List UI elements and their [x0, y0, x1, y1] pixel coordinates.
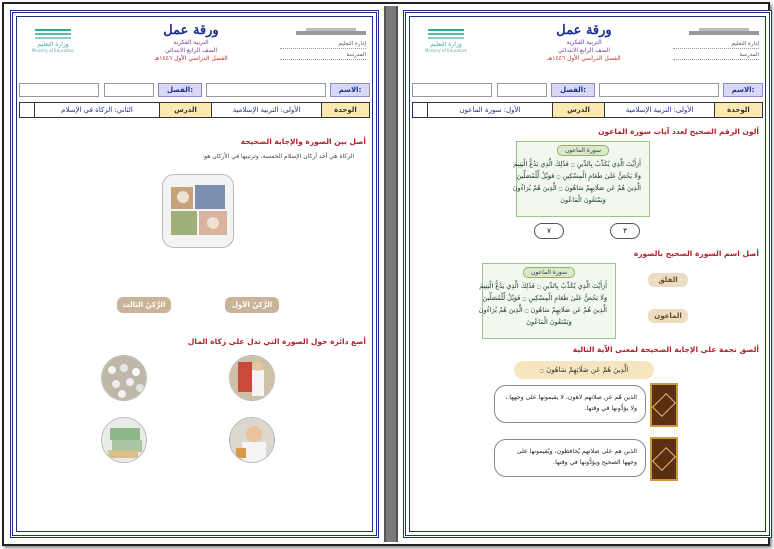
- worksheet-page-left: [10, 10, 379, 538]
- kingdom-logo-icon: [689, 27, 759, 39]
- verse-line-3: الَّذِينَ هُمْ عَن صَلَاتِهِمْ سَاهُونَ ۝ الَّذِينَ هُمْ يُرَاءُونَ: [512, 184, 641, 192]
- surah-title: سورة الماعون: [557, 145, 609, 156]
- question-2-title: أضع دائرة حول الصورة التي تدل على زكاة المال: [187, 337, 366, 346]
- ayah-banner: الَّذِينَ هُمْ عَن صَلَاتِهِمْ سَاهُونَ ۝: [514, 361, 654, 379]
- lesson-value: الأول: سورة الماعون: [427, 103, 552, 117]
- unit-value: الأولى: التربية الإسلامية: [211, 103, 321, 117]
- grade-line: الصف الرابع الابتدائي: [164, 47, 218, 54]
- class-label: الفصل:: [551, 83, 595, 97]
- option-first-pillar[interactable]: الرُّكنُ الأول: [225, 297, 279, 313]
- answer-option-1[interactable]: الذين هُم عن صلاتهم لاهون، لا يقيمونها على وجهها ، ولا يؤدُّونها في وقتها.: [494, 385, 646, 423]
- photo-boy-eating-image: [230, 418, 275, 463]
- lesson-info-row: [19, 102, 370, 118]
- question-3-title: ألصق نجمة على الإجابة الصحيحة لمعنى الآية التالية: [572, 345, 759, 354]
- verse-line-1: أَرَأَيْتَ الَّذِي يُكَذِّبُ بِالدِّينِ ۝ فَذَٰلِكَ الَّذِي يَدُعُّ الْيَتِيمَ: [513, 160, 641, 168]
- student-row: [19, 83, 370, 97]
- option-third-pillar[interactable]: الرُّكنُ الثالث: [117, 297, 171, 313]
- surah-name-maun[interactable]: الماعون: [648, 309, 688, 323]
- name-label: الاسم:: [723, 83, 763, 97]
- photo-pilgrims-crowd-image: [102, 356, 147, 401]
- student-row: [412, 83, 763, 97]
- moe-name: وزارة التعليم: [430, 41, 462, 48]
- question-1-title: ألون الرقم الصحيح لعدد آيات سورة الماعون: [598, 127, 759, 136]
- admin-line: إدارة التعليم: [280, 40, 366, 49]
- verse-line-2: وَلَا يَحُضُّ عَلَىٰ طَعَامِ الْمِسْكِينِ ۝ فَوَيْلٌ لِّلْمُصَلِّينَ: [516, 172, 641, 180]
- count-option-3[interactable]: ٣: [610, 223, 640, 239]
- unit-label: الوحدة: [321, 103, 369, 117]
- extra-field[interactable]: [19, 83, 99, 97]
- verse-line-3: الَّذِينَ هُمْ عَن صَلَاتِهِمْ سَاهُونَ ۝ الَّذِينَ هُمْ يُرَاءُونَ: [478, 306, 607, 314]
- surah-name-falaq[interactable]: الفلق: [648, 273, 688, 287]
- lesson-label: الدرس: [159, 103, 211, 117]
- moe-logo: [23, 27, 83, 53]
- surah-title: سورة الماعون: [523, 267, 575, 278]
- lesson-label: الدرس: [552, 103, 604, 117]
- quran-book-icon: [650, 383, 678, 427]
- class-label: الفصل:: [158, 83, 202, 97]
- moe-logo-icon: [426, 27, 466, 41]
- surah-card-2: [478, 263, 616, 339]
- name-field[interactable]: [599, 83, 719, 97]
- lesson-value: الثاني: الزكاة في الإسلام: [34, 103, 159, 117]
- pillars-photo: [162, 174, 234, 248]
- verse-line-1: أَرَأَيْتَ الَّذِي يُكَذِّبُ بِالدِّينِ ۝ فَذَٰلِكَ الَّذِي يَدُعُّ الْيَتِيمَ: [479, 282, 607, 290]
- name-field[interactable]: [206, 83, 326, 97]
- unit-label: الوحدة: [714, 103, 762, 117]
- class-field[interactable]: [497, 83, 547, 97]
- kingdom-logo-icon: [296, 27, 366, 39]
- page-header: [412, 23, 763, 79]
- question-1-note: الزكاة هي أحد أركان الإسلام الخمسة، وترتيبها في الأركان هو:: [202, 153, 354, 160]
- subject-line: التربية الفكرية: [173, 39, 209, 46]
- moe-logo: [416, 27, 476, 53]
- photo-prayer-child-image: [230, 356, 275, 401]
- moe-name-en: Ministry of Education: [424, 48, 468, 53]
- verse-line-2: وَلَا يَحُضُّ عَلَىٰ طَعَامِ الْمِسْكِينِ ۝ فَوَيْلٌ لِّلْمُصَلِّينَ: [482, 294, 607, 302]
- photo-money-notes[interactable]: [101, 417, 147, 463]
- verse-line-4: وَيَمْنَعُونَ الْمَاعُونَ: [526, 318, 572, 326]
- kingdom-block: [280, 27, 366, 62]
- moe-name-en: Ministry of Education: [31, 48, 75, 53]
- title-block: [504, 23, 664, 62]
- answer-option-2[interactable]: الذين هم على صلاتهم يُحافظون، ويُقيمونها على وجهها الصحيح ويؤدُّونها في وقتها.: [494, 439, 646, 477]
- photo-pilgrims-crowd[interactable]: [101, 355, 147, 401]
- question-1-title: أصل بين الصورة والإجابة الصحيحة: [240, 137, 366, 146]
- collage-image: [163, 175, 234, 248]
- name-label: الاسم:: [330, 83, 370, 97]
- worksheet-title: ورقة عمل: [163, 23, 219, 38]
- quran-book-icon: [650, 437, 678, 481]
- extra-field[interactable]: [412, 83, 492, 97]
- worksheet-title: ورقة عمل: [556, 23, 612, 38]
- moe-logo-icon: [33, 27, 73, 41]
- count-option-7[interactable]: ٧: [534, 223, 564, 239]
- verse-line-4: وَيَمْنَعُونَ الْمَاعُونَ: [560, 196, 606, 204]
- school-line: المدرسة: [280, 51, 366, 60]
- grade-line: الصف الرابع الابتدائي: [557, 47, 611, 54]
- kingdom-block: [673, 27, 759, 62]
- class-field[interactable]: [104, 83, 154, 97]
- photo-boy-eating[interactable]: [229, 417, 275, 463]
- lesson-info-row: [412, 102, 763, 118]
- admin-line: إدارة التعليم: [673, 40, 759, 49]
- page-header: [19, 23, 370, 79]
- moe-name: وزارة التعليم: [37, 41, 69, 48]
- term-line: الفصل الدراسي الأول ١٤٤٦هـ: [547, 55, 621, 62]
- term-line: الفصل الدراسي الأول ١٤٤٦هـ: [154, 55, 228, 62]
- subject-line: التربية الفكرية: [566, 39, 602, 46]
- unit-value: الأولى: التربية الإسلامية: [604, 103, 714, 117]
- worksheet-page-right: [403, 10, 772, 538]
- photo-money-notes-image: [102, 418, 147, 463]
- school-line: المدرسة: [673, 51, 759, 60]
- surah-card-1: [512, 141, 650, 217]
- photo-prayer-child[interactable]: [229, 355, 275, 401]
- page-divider: [384, 6, 398, 542]
- title-block: [111, 23, 271, 62]
- question-2-title: أصل اسم السورة الصحيح بالصورة: [633, 249, 759, 258]
